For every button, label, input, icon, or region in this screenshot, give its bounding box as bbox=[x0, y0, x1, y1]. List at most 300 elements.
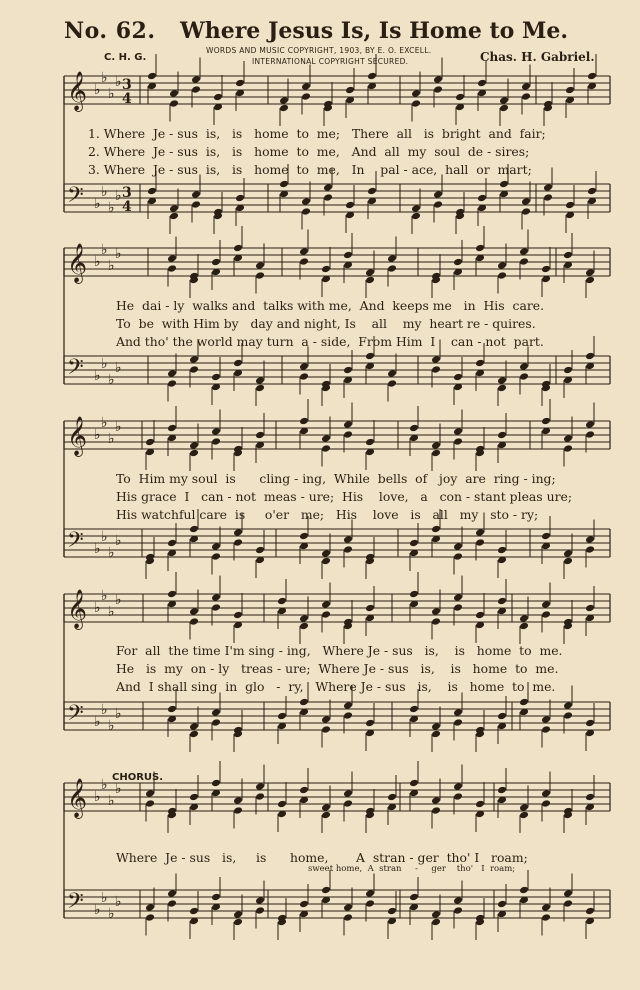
notehead bbox=[299, 532, 309, 541]
notehead bbox=[299, 247, 309, 256]
lyric-s3-v3: His watchful care is o'er me; His love is all my sto - ry; bbox=[116, 507, 539, 522]
notehead bbox=[431, 910, 441, 919]
flat-sign: ♭ bbox=[94, 196, 101, 212]
notehead bbox=[211, 373, 221, 382]
notehead bbox=[541, 417, 551, 426]
notehead bbox=[365, 352, 375, 361]
notehead bbox=[519, 698, 529, 707]
flat-sign: ♭ bbox=[101, 702, 108, 718]
notehead bbox=[387, 264, 397, 273]
lyric-s3-v2: His grace I can - not meas - ure; His love, a con - stant pleas ure; bbox=[116, 489, 572, 504]
notehead bbox=[365, 719, 375, 728]
hymn-title: Where Jesus Is, Is Home to Me. bbox=[180, 18, 569, 44]
notehead bbox=[431, 525, 441, 534]
notehead bbox=[497, 431, 507, 440]
notehead bbox=[321, 549, 331, 558]
notehead bbox=[519, 257, 529, 266]
notehead bbox=[433, 190, 443, 199]
notehead bbox=[321, 725, 331, 734]
bass-clef: 𝄢 bbox=[67, 701, 84, 731]
notehead bbox=[433, 200, 443, 209]
notehead bbox=[233, 244, 243, 253]
treble-clef: 𝄞 bbox=[67, 589, 88, 629]
notehead bbox=[521, 207, 531, 216]
notehead bbox=[191, 190, 201, 199]
lyric-s2-v2: To be with Him by day and night, Is all my heart re - quires. bbox=[116, 316, 536, 331]
hymn-number: No. 62. bbox=[64, 18, 156, 44]
notehead bbox=[255, 896, 265, 905]
flat-sign: ♭ bbox=[115, 246, 122, 262]
notehead bbox=[189, 607, 199, 616]
notehead bbox=[497, 597, 507, 606]
notehead bbox=[475, 538, 485, 547]
notehead bbox=[519, 247, 529, 256]
notehead bbox=[453, 603, 463, 612]
notehead bbox=[189, 730, 199, 739]
notehead bbox=[455, 93, 465, 102]
notehead bbox=[213, 93, 223, 102]
notehead bbox=[477, 79, 487, 88]
notehead bbox=[585, 352, 595, 361]
notehead bbox=[277, 712, 287, 721]
notehead bbox=[521, 197, 531, 206]
notehead bbox=[211, 718, 221, 727]
notehead bbox=[279, 180, 289, 189]
notehead bbox=[145, 903, 155, 912]
notehead bbox=[411, 89, 421, 98]
flat-sign: ♭ bbox=[108, 200, 115, 216]
notehead bbox=[521, 92, 531, 101]
flat-sign: ♭ bbox=[101, 890, 108, 906]
notehead bbox=[167, 254, 177, 263]
notehead bbox=[167, 705, 177, 714]
notehead bbox=[365, 276, 375, 285]
time-signature-bottom: 4 bbox=[122, 91, 132, 107]
notehead bbox=[521, 82, 531, 91]
notehead bbox=[453, 782, 463, 791]
notehead bbox=[411, 99, 421, 108]
notehead bbox=[211, 427, 221, 436]
notehead bbox=[453, 718, 463, 727]
chorus-label: CHORUS. bbox=[112, 772, 164, 783]
notehead bbox=[453, 437, 463, 446]
notehead bbox=[563, 366, 573, 375]
notehead bbox=[343, 903, 353, 912]
notehead bbox=[167, 889, 177, 898]
notehead bbox=[211, 603, 221, 612]
notehead bbox=[321, 610, 331, 619]
notehead bbox=[365, 889, 375, 898]
notehead bbox=[211, 552, 221, 561]
notehead bbox=[475, 800, 485, 809]
notehead bbox=[541, 610, 551, 619]
notehead bbox=[233, 796, 243, 805]
notehead bbox=[299, 698, 309, 707]
treble-clef: 𝄞 bbox=[67, 243, 88, 283]
notehead bbox=[321, 600, 331, 609]
notehead bbox=[541, 913, 551, 922]
notehead bbox=[301, 82, 311, 91]
notehead bbox=[167, 379, 177, 388]
notehead bbox=[541, 532, 551, 541]
notehead bbox=[563, 434, 573, 443]
notehead bbox=[235, 79, 245, 88]
notehead bbox=[343, 711, 353, 720]
notehead bbox=[343, 251, 353, 260]
notehead bbox=[343, 701, 353, 710]
notehead bbox=[321, 803, 331, 812]
notehead bbox=[299, 362, 309, 371]
notehead bbox=[411, 212, 421, 221]
notehead bbox=[365, 268, 375, 277]
notehead bbox=[453, 552, 463, 561]
notehead bbox=[167, 264, 177, 273]
notehead bbox=[191, 75, 201, 84]
notehead bbox=[367, 72, 377, 81]
time-signature-top: 3 bbox=[122, 185, 132, 201]
notehead bbox=[563, 444, 573, 453]
notehead bbox=[497, 712, 507, 721]
lyric-s3-v1: To Him my soul is cling - ing, While bells of joy are ring - ing; bbox=[116, 471, 556, 486]
notehead bbox=[235, 194, 245, 203]
notehead bbox=[365, 899, 375, 908]
notehead bbox=[147, 187, 157, 196]
chorus-alto-lyric: sweet home, A stran - ger tho' I roam; bbox=[308, 864, 516, 874]
notehead bbox=[279, 104, 289, 113]
composer-name: Chas. H. Gabriel. bbox=[480, 50, 595, 64]
notehead bbox=[255, 906, 265, 915]
notehead bbox=[585, 545, 595, 554]
notehead bbox=[453, 906, 463, 915]
notehead bbox=[301, 92, 311, 101]
notehead bbox=[499, 96, 509, 105]
notehead bbox=[169, 99, 179, 108]
notehead bbox=[541, 715, 551, 724]
notehead bbox=[431, 365, 441, 374]
notehead bbox=[343, 545, 353, 554]
notehead bbox=[233, 611, 243, 620]
notehead bbox=[343, 420, 353, 429]
notehead bbox=[299, 786, 309, 795]
notehead bbox=[563, 549, 573, 558]
flat-sign: ♭ bbox=[108, 431, 115, 447]
notehead bbox=[343, 535, 353, 544]
notehead bbox=[541, 903, 551, 912]
notehead bbox=[387, 254, 397, 263]
flat-sign: ♭ bbox=[94, 82, 101, 98]
notehead bbox=[233, 806, 243, 815]
bass-clef: 𝄢 bbox=[67, 528, 84, 558]
notehead bbox=[409, 424, 419, 433]
notehead bbox=[497, 271, 507, 280]
flat-sign: ♭ bbox=[108, 545, 115, 561]
flat-sign: ♭ bbox=[115, 533, 122, 549]
notehead bbox=[431, 449, 441, 458]
notehead bbox=[541, 799, 551, 808]
lyric-s4-v2: He is my on - ly treas - ure; Where Je - sus is, is home to me. bbox=[116, 661, 559, 676]
notehead bbox=[563, 701, 573, 710]
flat-sign: ♭ bbox=[94, 600, 101, 616]
time-signature-bottom: 4 bbox=[122, 199, 132, 215]
notehead bbox=[211, 779, 221, 788]
flat-sign: ♭ bbox=[108, 604, 115, 620]
notehead bbox=[563, 557, 573, 566]
notehead bbox=[587, 72, 597, 81]
notehead bbox=[345, 86, 355, 95]
notehead bbox=[409, 590, 419, 599]
notehead bbox=[497, 900, 507, 909]
notehead bbox=[189, 793, 199, 802]
notehead bbox=[321, 444, 331, 453]
lyric-s1-v1: 1. Where Je - sus is, is home to me; There all is bright and fair; bbox=[88, 126, 546, 141]
notehead bbox=[255, 792, 265, 801]
notehead bbox=[211, 542, 221, 551]
notehead bbox=[145, 789, 155, 798]
notehead bbox=[519, 803, 529, 812]
flat-sign: ♭ bbox=[115, 74, 122, 90]
notehead bbox=[255, 271, 265, 280]
notehead bbox=[519, 372, 529, 381]
notehead bbox=[431, 355, 441, 364]
notehead bbox=[543, 193, 553, 202]
notehead bbox=[299, 372, 309, 381]
flat-sign: ♭ bbox=[101, 415, 108, 431]
notehead bbox=[497, 384, 507, 393]
notehead bbox=[433, 85, 443, 94]
notehead bbox=[321, 434, 331, 443]
notehead bbox=[519, 811, 529, 820]
notehead bbox=[431, 796, 441, 805]
notehead bbox=[563, 889, 573, 898]
notehead bbox=[453, 708, 463, 717]
treble-clef: 𝄞 bbox=[67, 778, 88, 818]
notehead bbox=[167, 899, 177, 908]
notehead bbox=[169, 89, 179, 98]
notehead bbox=[585, 907, 595, 916]
notehead bbox=[565, 86, 575, 95]
notehead bbox=[189, 907, 199, 916]
notehead bbox=[541, 725, 551, 734]
notehead bbox=[585, 719, 595, 728]
notehead bbox=[191, 85, 201, 94]
lyric-s4-v3: And I shall sing in glo - ry, Where Je - sus is, is home to me. bbox=[116, 679, 556, 694]
bass-clef: 𝄢 bbox=[67, 889, 84, 919]
notehead bbox=[169, 212, 179, 221]
lyricist-initials: C. H. G. bbox=[104, 52, 147, 63]
notehead bbox=[477, 194, 487, 203]
notehead bbox=[411, 204, 421, 213]
notehead bbox=[541, 265, 551, 274]
notehead bbox=[431, 441, 441, 450]
flat-sign: ♭ bbox=[108, 258, 115, 274]
notehead bbox=[167, 369, 177, 378]
notehead bbox=[343, 430, 353, 439]
flat-sign: ♭ bbox=[94, 714, 101, 730]
bass-clef: 𝄢 bbox=[67, 183, 84, 213]
notehead bbox=[453, 542, 463, 551]
flat-sign: ♭ bbox=[101, 184, 108, 200]
flat-sign: ♭ bbox=[108, 718, 115, 734]
notehead bbox=[233, 528, 243, 537]
notehead bbox=[301, 207, 311, 216]
notehead bbox=[343, 913, 353, 922]
notehead bbox=[519, 362, 529, 371]
notehead bbox=[387, 379, 397, 388]
notehead bbox=[365, 438, 375, 447]
flat-sign: ♭ bbox=[115, 592, 122, 608]
notehead bbox=[343, 799, 353, 808]
notehead bbox=[167, 539, 177, 548]
lyric-s2-v1: He dai - ly walks and talks with me, And keeps me in His care. bbox=[116, 298, 545, 313]
notehead bbox=[321, 886, 331, 895]
notehead bbox=[301, 197, 311, 206]
notehead bbox=[585, 430, 595, 439]
notehead bbox=[585, 420, 595, 429]
notehead bbox=[431, 806, 441, 815]
time-signature-top: 3 bbox=[122, 77, 132, 93]
flat-sign: ♭ bbox=[101, 242, 108, 258]
flat-sign: ♭ bbox=[94, 789, 101, 805]
notehead bbox=[431, 607, 441, 616]
notehead bbox=[299, 257, 309, 266]
notehead bbox=[189, 722, 199, 731]
notehead bbox=[299, 417, 309, 426]
notehead bbox=[299, 614, 309, 623]
notehead bbox=[409, 705, 419, 714]
notehead bbox=[365, 604, 375, 613]
notehead bbox=[387, 369, 397, 378]
notehead bbox=[299, 622, 309, 631]
notehead bbox=[233, 359, 243, 368]
notehead bbox=[453, 792, 463, 801]
notehead bbox=[255, 261, 265, 270]
notehead bbox=[519, 886, 529, 895]
notehead bbox=[277, 800, 287, 809]
notehead bbox=[321, 715, 331, 724]
notehead bbox=[475, 244, 485, 253]
notehead bbox=[519, 614, 529, 623]
notehead bbox=[453, 896, 463, 905]
flat-sign: ♭ bbox=[115, 894, 122, 910]
notehead bbox=[189, 525, 199, 534]
flat-sign: ♭ bbox=[108, 793, 115, 809]
chorus-lyric: Where Je - sus is, is home, A stran - ger tho' I roam; bbox=[116, 850, 528, 865]
notehead bbox=[189, 441, 199, 450]
notehead bbox=[147, 72, 157, 81]
notehead bbox=[541, 789, 551, 798]
notehead bbox=[145, 799, 155, 808]
flat-sign: ♭ bbox=[94, 427, 101, 443]
notehead bbox=[211, 708, 221, 717]
notehead bbox=[497, 546, 507, 555]
notehead bbox=[321, 265, 331, 274]
notehead bbox=[585, 276, 595, 285]
notehead bbox=[497, 261, 507, 270]
treble-clef: 𝄞 bbox=[67, 71, 88, 111]
notehead bbox=[499, 104, 509, 113]
notehead bbox=[189, 617, 199, 626]
notehead bbox=[255, 376, 265, 385]
notehead bbox=[279, 96, 289, 105]
notehead bbox=[167, 424, 177, 433]
notehead bbox=[499, 180, 509, 189]
notehead bbox=[211, 437, 221, 446]
notehead bbox=[563, 899, 573, 908]
notehead bbox=[211, 893, 221, 902]
flat-sign: ♭ bbox=[94, 254, 101, 270]
notehead bbox=[585, 535, 595, 544]
notehead bbox=[169, 204, 179, 213]
notehead bbox=[387, 793, 397, 802]
notehead bbox=[433, 75, 443, 84]
notehead bbox=[255, 546, 265, 555]
notehead bbox=[475, 528, 485, 537]
notehead bbox=[587, 187, 597, 196]
notehead bbox=[585, 268, 595, 277]
notehead bbox=[453, 258, 463, 267]
notehead bbox=[431, 722, 441, 731]
flat-sign: ♭ bbox=[101, 70, 108, 86]
notehead bbox=[233, 918, 243, 927]
notehead bbox=[453, 593, 463, 602]
notehead bbox=[585, 604, 595, 613]
flat-sign: ♭ bbox=[115, 188, 122, 204]
flat-sign: ♭ bbox=[108, 906, 115, 922]
notehead bbox=[497, 376, 507, 385]
notehead bbox=[431, 918, 441, 927]
notehead bbox=[543, 183, 553, 192]
notehead bbox=[277, 597, 287, 606]
notehead bbox=[167, 590, 177, 599]
flat-sign: ♭ bbox=[101, 356, 108, 372]
flat-sign: ♭ bbox=[101, 529, 108, 545]
flat-sign: ♭ bbox=[94, 368, 101, 384]
flat-sign: ♭ bbox=[115, 781, 122, 797]
copyright-line-2: INTERNATIONAL COPYRIGHT SECURED. bbox=[252, 57, 409, 66]
notehead bbox=[475, 611, 485, 620]
notehead bbox=[233, 910, 243, 919]
notehead bbox=[255, 384, 265, 393]
notehead bbox=[299, 900, 309, 909]
notehead bbox=[145, 438, 155, 447]
flat-sign: ♭ bbox=[108, 86, 115, 102]
notehead bbox=[233, 538, 243, 547]
treble-clef: 𝄞 bbox=[67, 416, 88, 456]
copyright-line-1: WORDS AND MUSIC COPYRIGHT, 1903, BY E. O. EXCELL. bbox=[206, 46, 432, 55]
flat-sign: ♭ bbox=[94, 541, 101, 557]
notehead bbox=[343, 366, 353, 375]
notehead bbox=[321, 557, 331, 566]
notehead bbox=[191, 200, 201, 209]
notehead bbox=[431, 730, 441, 739]
flat-sign: ♭ bbox=[94, 902, 101, 918]
notehead bbox=[211, 593, 221, 602]
lyric-s1-v2: 2. Where Je - sus is, is home to me, And all my soul de - sires; bbox=[88, 144, 530, 159]
notehead bbox=[189, 365, 199, 374]
notehead bbox=[189, 449, 199, 458]
notehead bbox=[475, 359, 485, 368]
lyric-s2-v3: And tho' the world may turn a - side, From Him I can - not part. bbox=[116, 334, 544, 349]
notehead bbox=[189, 355, 199, 364]
flat-sign: ♭ bbox=[115, 360, 122, 376]
lyric-s1-v3: 3. Where Je - sus is, is home to me, In pal - ace, hall or mart; bbox=[88, 162, 532, 177]
notehead bbox=[211, 258, 221, 267]
notehead bbox=[321, 811, 331, 820]
bass-clef: 𝄢 bbox=[67, 355, 84, 385]
notehead bbox=[563, 251, 573, 260]
notehead bbox=[497, 786, 507, 795]
notehead bbox=[345, 201, 355, 210]
